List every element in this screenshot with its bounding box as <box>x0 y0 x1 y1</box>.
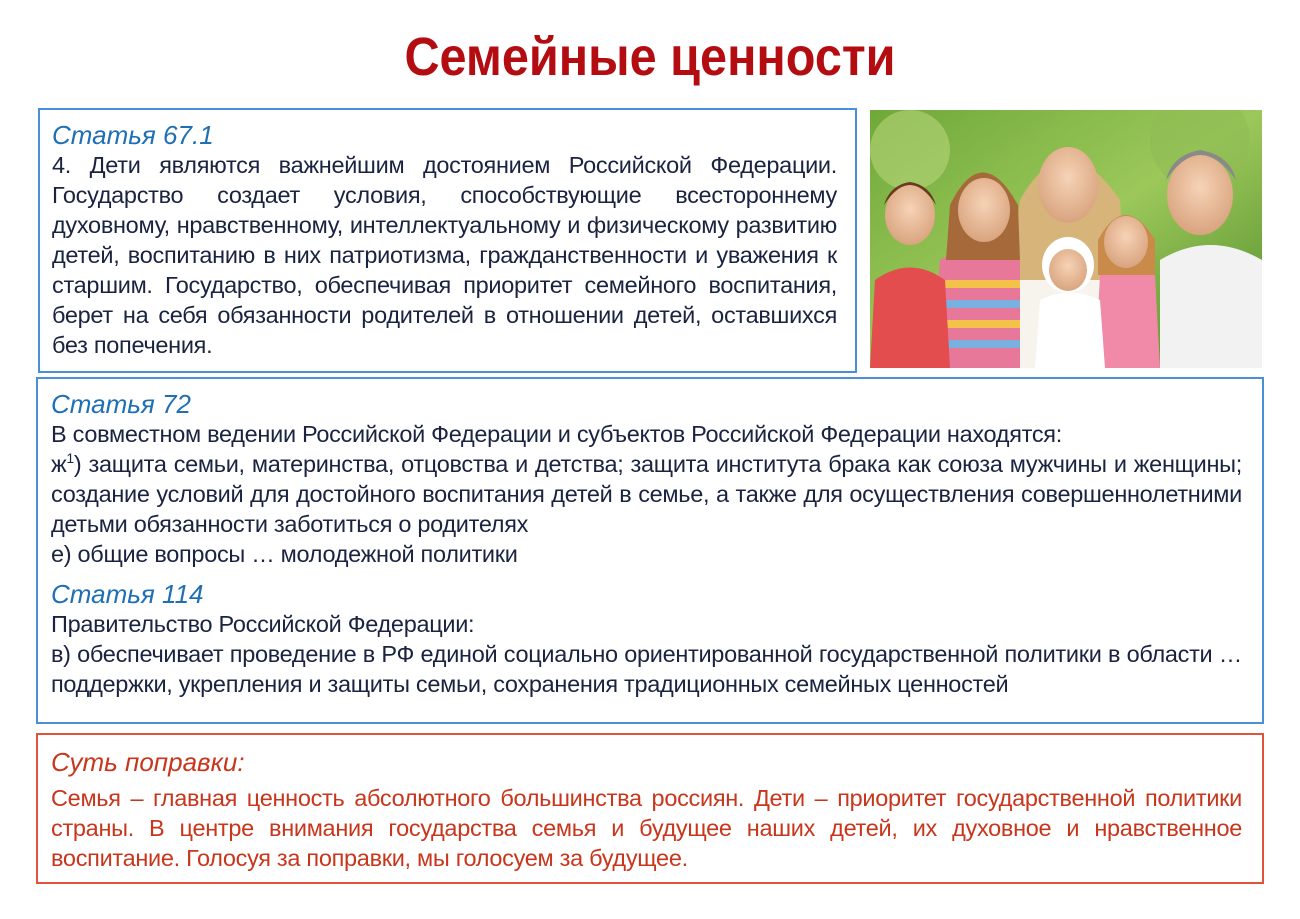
family-photo-illustration <box>870 110 1262 368</box>
article-72-item-zh <box>51 449 1242 539</box>
article-114-intro: Правительство Российской Федерации: <box>51 611 475 637</box>
articles-72-114-box <box>36 377 1264 724</box>
article-114-item-v: в) обеспечивает проведение в РФ единой социально ориентированной государственной политики в области … поддержки, укрепления и защиты семьи, сохранения традиционных семейных ценностей <box>51 641 1242 697</box>
article-72-intro: В совместном ведении Российской Федерации и субъектов Российской Федерации находятся: <box>51 421 1062 447</box>
summary-box <box>36 733 1264 884</box>
article-72-heading: Статья 72 <box>51 389 191 419</box>
article-67-1-box <box>38 108 857 373</box>
item-zh-text: ) защита семьи, материнства, отцовства и детства; защита института брака как союза мужчины и женщины; создание условий для достойного воспитания детей в семье, а также для осуществления совершеннолетними детьми обязанности заботиться о родителях <box>51 451 1242 537</box>
summary-heading: Суть поправки: <box>51 747 245 777</box>
article-72-item-e: е) общие вопросы … молодежной политики <box>51 541 518 567</box>
item-zh-prefix: ж <box>51 451 67 477</box>
page-title: Семейные ценности <box>404 27 896 87</box>
summary-text: Семья – главная ценность абсолютного большинства россиян. Дети – приоритет государственной политики страны. В центре внимания государства семья и будущее наших детей, их духовное и нравственное воспитание. Голосуя за поправки, мы голосуем за будущее. <box>51 785 1242 871</box>
family-photo <box>870 110 1262 368</box>
article-67-1-text: 4. Дети являются важнейшим достоянием Российской Федерации. Государство создает условия, способствующие всестороннему духовному, нравственному, интеллектуальному и физическому развитию детей, воспитанию в них патриотизма, гражданственности и уважения к старшим. Государство, обеспечивая приоритет семейного воспитания, берет на себя обязанности родителей в отношении детей, оставшихся без попечения. <box>52 152 837 358</box>
item-zh-superscript: 1 <box>66 450 74 467</box>
article-67-1-heading: Статья 67.1 <box>52 120 214 150</box>
article-114-heading: Статья 114 <box>51 579 204 609</box>
